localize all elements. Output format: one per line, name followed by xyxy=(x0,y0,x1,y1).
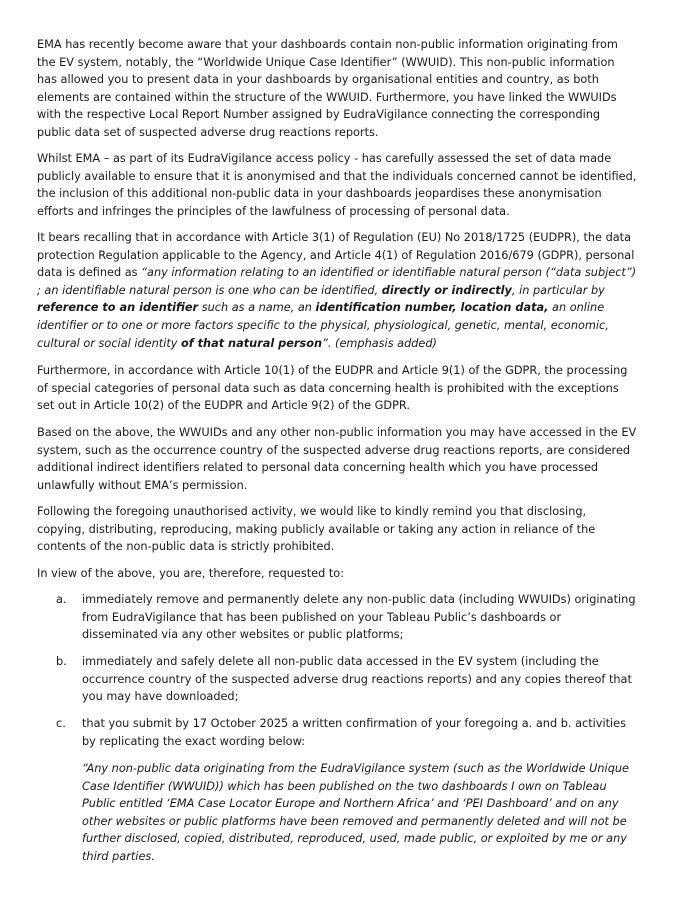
request-text: immediately and safely delete all non-public data accessed in the EV system (including the occurrence country of the suspected adverse drug reactions reports) and any copies thereof that you may have downloaded; xyxy=(82,655,632,704)
paragraph-wwuid-awareness: EMA has recently become aware that your dashboards contain non-public information originating from the EV system, notably, the “Worldwide Unique Case Identifier” (WWUID). This non-public information has allowed you to present data in your dashboards by organisational entities and country, as both elements are contained within the structure of the WWUID. Furthermore, you have linked the WWUIDs with the respective Local Report Number assigned by EudraVigilance connecting the corresponding public data set of suspected adverse drug reactions reports. xyxy=(37,38,618,139)
definition-quote-1: “any information relating to an identified or identifiable natural person (“data subject”) ; an identifiable natural person is one who can be identified, xyxy=(37,266,637,297)
paragraph-special-categories: Furthermore, in accordance with Article 10(1) of the EUDPR and Article 9(1) of the GDPR, the processing of special categories of personal data such as data concerning health is prohibited with the exceptions set out in Article 10(2) of the EUDPR and Article 9(2) of the GDPR. xyxy=(37,364,628,413)
emphasis-identification-number: identification number, location data, xyxy=(315,301,549,315)
definition-quote-3: such as a name, an xyxy=(198,301,316,315)
request-text: immediately remove and permanently delete any non-public data (including WWUIDs) originating from EudraVigilance that has been published on your Tableau Public’s dashboards or disseminated via any other websites or public platforms; xyxy=(82,593,636,642)
paragraph-personal-data-definition xyxy=(37,229,637,352)
definition-intro: It bears recalling that in accordance with Article 3(1) of Regulation (EU) No 2018/1725 (EUDPR), the data protection Regulation applicable to the Agency, and Article 4(1) of Regulation 2016/679 (GDPR), personal data is defined as xyxy=(37,231,635,280)
paragraph-indirect-identifiers: Based on the above, the WWUIDs and any other non-public information you may have accessed in the EV system, such as the occurrence country of the suspected adverse drug reactions reports, are considered additional indirect identifiers related to personal data concerning health which you have processed unlawfully without EMA’s permission. xyxy=(37,426,637,492)
list-marker: a. xyxy=(56,593,67,606)
paragraph-prohibition: Following the foregoing unauthorised activity, we would like to kindly remind you that disclosing, copying, distributing, reproducing, making publicly available or taking any action in reliance of the contents of the non-public data is strictly prohibited. xyxy=(37,505,596,554)
list-marker: b. xyxy=(56,655,67,668)
definition-quote-5: ”. (emphasis added) xyxy=(322,336,437,350)
emphasis-directly-indirectly: directly or indirectly xyxy=(381,283,512,297)
list-marker: c. xyxy=(56,717,66,730)
confirmation-wording-quote: “Any non-public data originating from the EudraVigilance system (such as the Worldwide Unique Case Identifier (WWUID)) which has been published on the two dashboards I own on Tableau Public entitled ‘EMA Case Locator Europe and Northern Africa’ and ‘PEI Dashboard’ and on any other websites or public platforms have been removed and permanently deleted and will not be further disclosed, copied, distributed, reproduced, used, made public, or exploited by me or any third parties. xyxy=(82,762,629,863)
paragraph-anonymisation: Whilst EMA – as part of its EudraVigilance access policy - has carefully assessed the set of data made publicly available to ensure that it is anonymised and that the individuals concerned cannot be identified, the inclusion of this additional non-public data in your dashboards jeopardises these anonymisation efforts and infringes the principles of the lawfulness of processing of personal data. xyxy=(37,152,637,218)
definition-quote-4: an online identifier or to one or more factors specific to the physical, physiological, genetic, mental, economic, cultural or social identity xyxy=(37,301,609,350)
emphasis-natural-person: of that natural person xyxy=(181,336,323,350)
emphasis-reference-identifier: reference to an identifier xyxy=(37,301,199,315)
request-text: that you submit by 17 October 2025 a written confirmation of your foregoing a. and b. activities by replicating the exact wording below: xyxy=(82,717,626,748)
paragraph-request-intro: In view of the above, you are, therefore, requested to: xyxy=(37,567,345,580)
definition-quote-2: , in particular by xyxy=(511,283,605,297)
